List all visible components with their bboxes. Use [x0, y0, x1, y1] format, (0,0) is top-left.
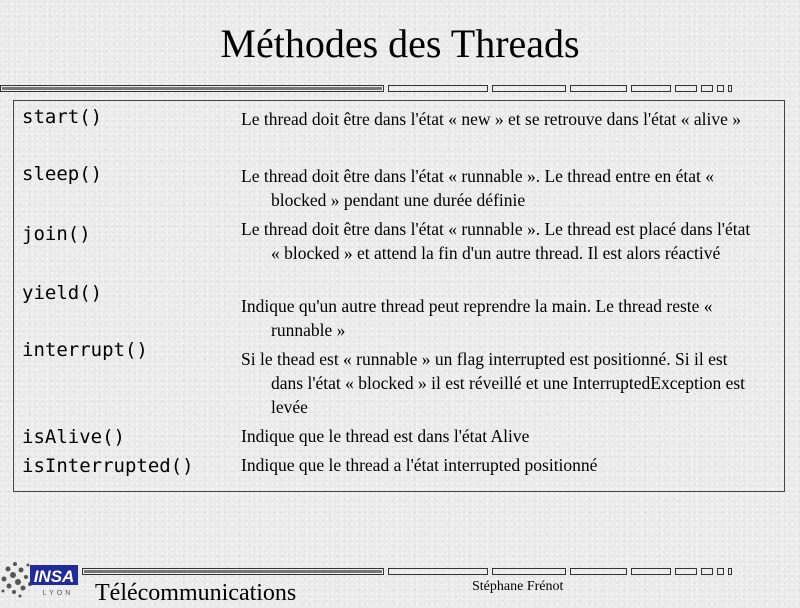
- method-name: interrupt(): [22, 339, 148, 361]
- method-description: Le thread doit être dans l'état « new » et se retrouve dans l'état « alive »: [241, 109, 742, 129]
- bottom-decorative-rule: [0, 567, 732, 576]
- method-name: join(): [22, 223, 91, 245]
- svg-text:LYON: LYON: [42, 590, 74, 597]
- slide-title: Méthodes des Threads: [220, 21, 580, 66]
- method-description: Si le thead est « runnable » un flag interrupted est positionné. Si il est dans l'état « blocked » il est réveillé et une InterruptedException est levée: [241, 349, 746, 417]
- method-description: Indique que le thread a l'état interrupted positionné: [241, 455, 598, 475]
- method-description: Indique qu'un autre thread peut reprendre la main. Le thread reste « runnable »: [241, 296, 713, 340]
- author-label: Stéphane Frénot: [472, 579, 564, 594]
- top-decorative-rule: [0, 84, 732, 93]
- svg-text:INSA: INSA: [33, 567, 75, 586]
- methods-table: [13, 100, 785, 492]
- method-description: Le thread doit être dans l'état « runnable ». Le thread entre en état « blocked » pendant une durée définie: [241, 166, 715, 210]
- method-name: yield(): [22, 282, 103, 304]
- method-name: isInterrupted(): [22, 455, 194, 477]
- method-name: start(): [22, 106, 103, 128]
- department-label: Télécommunications: [95, 580, 297, 606]
- method-description: Indique que le thread est dans l'état Alive: [241, 426, 530, 446]
- method-name: sleep(): [22, 163, 103, 185]
- insa-logo-icon: [0, 555, 82, 600]
- method-description: Le thread doit être dans l'état « runnable ». Le thread est placé dans l'état « blocked » et attend la fin d'un autre thread. Il est alors réactivé: [241, 219, 751, 263]
- method-name: isAlive(): [22, 426, 125, 448]
